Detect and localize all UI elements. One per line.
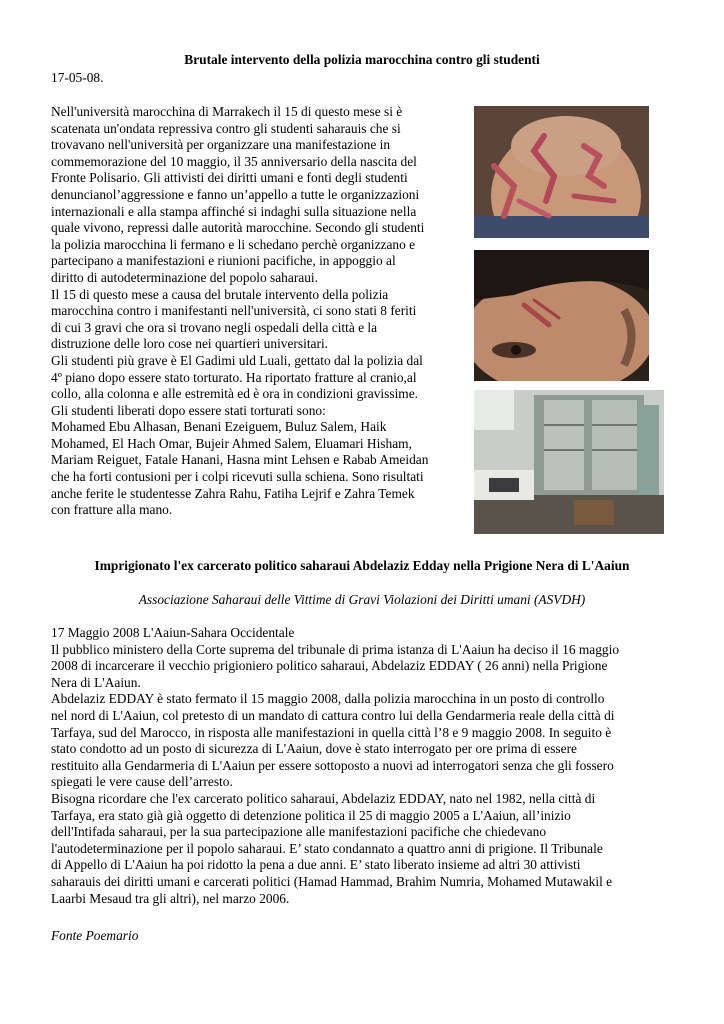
body-line: 4º piano dopo essere stato torturato. Ha riportato fratture al cranio,al [51,369,417,385]
body-line: Il 15 di questo mese a causa del brutale intervento della polizia [51,286,389,302]
article-date: 17-05-08. [51,70,104,85]
body-line: Laarbi Mesaud tra gli altri), nel marzo 2006. [51,890,290,906]
body-line: di Appello di L'Aaiun ha poi ridotto la pena a due anni. E’ stato liberato insieme ad altri 30 attivisti [51,857,581,873]
body-line: dell'Intifada saharaui, per la sua partecipazione alle manifestazioni pacifiche che chiedevano [51,824,547,840]
body-line: denuncianol’aggressione e fanno un’appello a tutte le organizzazioni [51,186,420,202]
body-line: trovavano nell'università per organizzare una manifestazione in [51,137,391,153]
body-line: collo, alla colonna e alle estremità ed è ora in condizioni gravissime. [51,386,418,402]
wounded-back-photo [474,106,649,238]
body-line: Il pubblico ministero della Corte suprema del tribunale di prima istanza di L'Aaiun ha deciso il 16 maggio [51,641,620,657]
body-line: distruzione delle loro cose nei quartieri universitari. [51,336,329,352]
body-line: l'autodeterminazione per il popolo saharaui. E’ stato condannato a quattro anni di prigione. Il Tribunale [51,840,603,856]
body-line: 2008 di incarcerare il vecchio prigioniero politico saharaui, Abdelaziz EDDAY ( 26 anni) nella Prigione [51,658,608,674]
body-line: Mariam Reiguet, Fatale Hanani, Hasna mint Lehsen e Rabab Ameidan [51,452,429,468]
wounded-back-image [474,106,649,238]
article-title-2: Imprigionato l'ex carcerato politico saharaui Abdelaziz Edday nella Prigione Nera di L'Aaiun [94,558,630,573]
body-line: la polizia marocchina li fermano e li schedano perchè organizzano e [51,236,416,252]
body-line: Nera di L'Aaiun. [51,674,141,690]
source-credit: Fonte Poemario [51,928,139,943]
article-subtitle: Associazione Saharaui delle Vittime di Gravi Violazioni dei Diritti umani (ASVDH) [138,592,586,607]
body-line: nel nord di L'Aaiun, col pretesto di un mandato di cattura contro lui della Gendarmeria reale della città di [51,707,615,723]
body-line: diritto di autodeterminazione del popolo saharaui. [51,269,318,285]
body-line: che ha forti contusioni per i colpi ricevuti sulla schiena. Sono risultati [51,469,424,485]
body-line: marocchina contro i manifestanti nell'università, ci sono stati 8 feriti [51,303,417,319]
body-line: di cui 3 gravi che ora si trovano negli ospedali della città e la [51,319,378,335]
body-line: Gli studenti più grave è El Gadimi uld Luali, gettato dal la polizia dal [51,352,423,368]
body-line: saharauis dei diritti umani e carcerati politici (Hamad Hammad, Brahim Numria, Mohamed Mutawakil e [51,873,613,889]
body-line: scatenata un'ondata repressiva contro gli studenti saharauis che si [51,120,401,136]
body-line: internazionali e alla stampa affinché si indaghi sulla situazione nella [51,203,417,219]
body-line: restituito alla Gendarmeria di L'Aaiun per essere sottoposto a nuovi ad interrogatori senza che gli fossero [51,757,614,773]
body-line: Fronte Polisario. Gli attivisti dei diritti umani e fonti degli studenti [51,170,408,186]
article-body [51,104,469,519]
injured-face-photo [474,250,649,381]
ransacked-room-photo [474,390,664,534]
body-line: Tarfaya, era stato già già oggetto di detenzione politica il 25 di maggio 2005 a L'Aaiun, all’inizio [51,807,571,823]
body-line: partecipano a manifestazioni e riunioni pacifiche, in appoggio al [51,253,396,269]
body-line: commemorazione del 10 maggio, il 35 anniversario della nascita del [51,153,417,169]
body-line: Tarfaya, sud del Marocco, in risposta alle manifestazioni in quella città l’8 e 9 maggio 2008. In seguito è [51,724,612,740]
body-line: 17 Maggio 2008 L'Aaiun-Sahara Occidentale [51,625,295,640]
body-line: con fratture alla mano. [51,502,173,518]
ransacked-room-image [474,390,664,534]
body-line: stato condotto ad un posto di sicurezza di L'Aaiun, dove è stato interrogato per ore prima di essere [51,741,577,757]
body-line: quale vivono, repressi dalle autorità marocchine. Secondo gli studenti [51,220,425,236]
body-line: anche ferite le studentesse Zahra Rahu, Fatiha Lejrif e Zahra Temek [51,485,415,501]
body-line: Nell'università marocchina di Marrakech il 15 di questo mese si è [51,104,403,119]
body-line: Mohamed, El Hach Omar, Bujeir Ahmed Salem, Eluamari Hisham, [51,435,412,451]
body-line: Abdelaziz EDDAY è stato fermato il 15 maggio 2008, dalla polizia marocchina in un posto di controllo [51,691,605,707]
body-line: Mohamed Ebu Alhasan, Benani Ezeiguem, Buluz Salem, Haik [51,419,387,435]
body-line: Bisogna ricordare che l'ex carcerato politico saharaui, Abdelaziz EDDAY, nato nel 1982, nella città di [51,790,596,806]
article-title: Brutale intervento della polizia marocchina contro gli studenti [184,52,540,67]
injured-face-image [474,250,649,381]
body-line: Gli studenti liberati dopo essere stati torturati sono: [51,402,326,418]
article-body-2 [51,625,671,907]
body-line: spiegati le vere cause dell’arresto. [51,774,233,790]
